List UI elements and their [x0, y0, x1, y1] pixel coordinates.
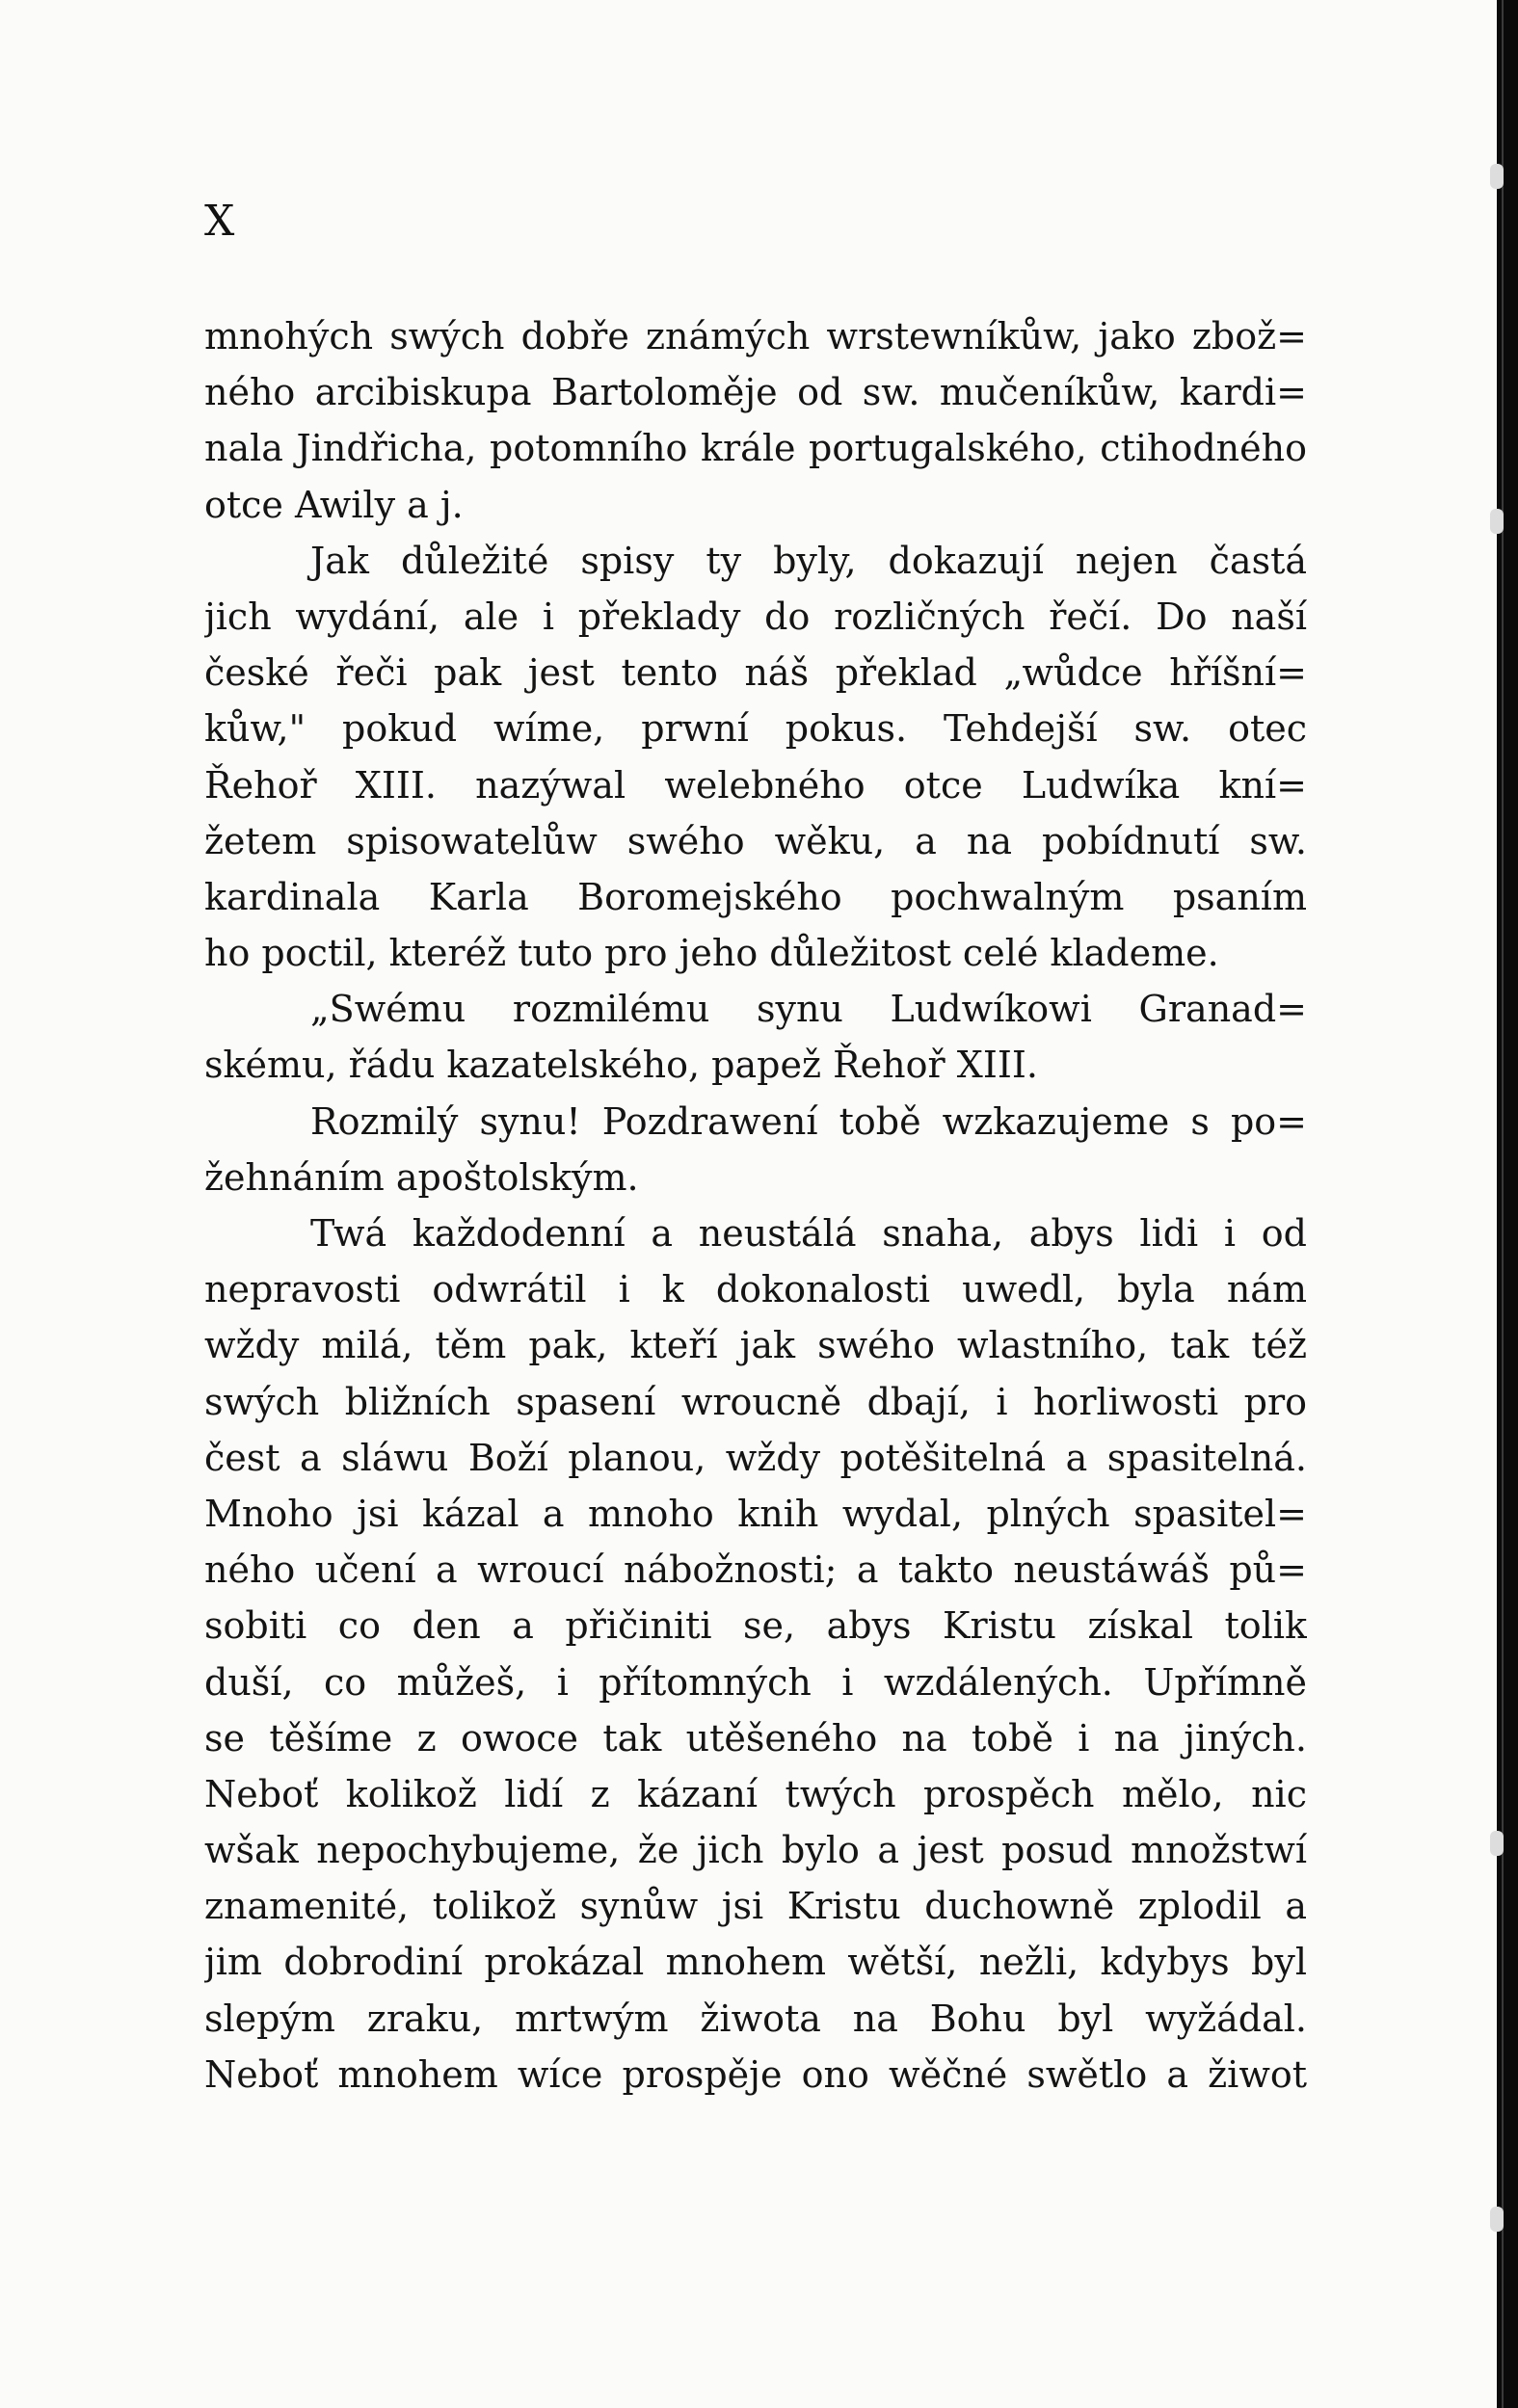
text-line: Neboť kolikož lidí z kázaní twých prospěch mělo, nic [204, 1772, 1307, 1815]
edge-mark [1490, 2207, 1504, 2232]
text-line: Mnoho jsi kázal a mnoho knih wydal, plných spasitel= [204, 1492, 1307, 1535]
text-line: swých bližních spasení wroucně dbají, i horliwosti pro [204, 1380, 1307, 1423]
text-line: jich wydání, ale i překlady do rozličných řečí. Do naší [204, 595, 1307, 638]
edge-mark [1490, 509, 1504, 534]
text-line: české řeči pak jest tento náš překlad „wůdce hříšní= [204, 651, 1307, 695]
text-line: nala Jindřicha, potomního krále portugalského, ctihodného [204, 427, 1307, 470]
text-line: duší, co můžeš, i přítomných i wzdálených. Upřímně [204, 1660, 1307, 1704]
text-line: kůw," pokud wíme, prwní pokus. Tehdejší sw. otec [204, 707, 1307, 751]
text-line: kardinala Karla Boromejského pochwalným psaním [204, 875, 1307, 918]
text-line: ho poctil, kteréž tuto pro jeho důležitost celé klademe. [204, 932, 1219, 975]
text-line: Rozmilý synu! Pozdrawení tobě wzkazujeme s po= [310, 1099, 1307, 1143]
text-line: se těšíme z owoce tak utěšeného na tobě i na jiných. [204, 1716, 1307, 1760]
text-line: jim dobrodiní prokázal mnohem wětší, nežli, kdybys byl [204, 1941, 1307, 1984]
text-line: skému, řádu kazatelského, papež Řehoř XIII. [204, 1044, 1038, 1087]
text-line: nepravosti odwrátil i k dokonalosti uwedl, byla nám [204, 1268, 1307, 1311]
text-line: žehnáním apoštolským. [204, 1155, 639, 1199]
text-line: ného učení a wroucí nábožnosti; a takto neustáwáš pů= [204, 1548, 1307, 1592]
text-line: ného arcibiskupa Bartoloměje od sw. mučeníkůw, kardi= [204, 371, 1307, 414]
edge-mark [1490, 164, 1504, 189]
text-line: slepým zraku, mrtwým žiwota na Bohu byl wyžádal. [204, 1997, 1307, 2040]
edge-mark [1490, 1831, 1504, 1856]
text-line: Jak důležité spisy ty byly, dokazují nejen častá [310, 539, 1307, 582]
text-line: wšak nepochybujeme, že jich bylo a jest posud množstwí [204, 1829, 1307, 1872]
text-line: wždy milá, těm pak, kteří jak swého wlastního, tak též [204, 1324, 1307, 1367]
text-line: žetem spisowatelůw swého wěku, a na pobídnutí sw. [204, 819, 1307, 862]
text-line: čest a sláwu Boží planou, wždy potěšitelná a spasitelná. [204, 1436, 1307, 1479]
text-line: Twá každodenní a neustálá snaha, abys lidi i od [310, 1212, 1307, 1255]
body-text [204, 308, 1307, 2103]
text-line: Neboť mnohem wíce prospěje ono wěčné swětlo a žiwot [204, 2052, 1307, 2096]
text-line: „Swému rozmilému synu Ludwíkowi Granad= [310, 988, 1307, 1031]
text-line: otce Awily a j. [204, 483, 464, 526]
page-edge-line [1502, 0, 1504, 2408]
page-number: X [204, 197, 236, 246]
text-line: Řehoř XIII. nazýwal welebného otce Ludwíka kní= [204, 763, 1307, 807]
scan-border [1497, 0, 1518, 2408]
text-line: mnohých swých dobře známých wrstewníkůw, jako zbož= [204, 315, 1307, 357]
text-line: znamenité, tolikož synůw jsi Kristu duchowně zplodil a [204, 1885, 1307, 1928]
text-line: sobiti co den a přičiniti se, abys Kristu získal tolik [204, 1604, 1307, 1648]
